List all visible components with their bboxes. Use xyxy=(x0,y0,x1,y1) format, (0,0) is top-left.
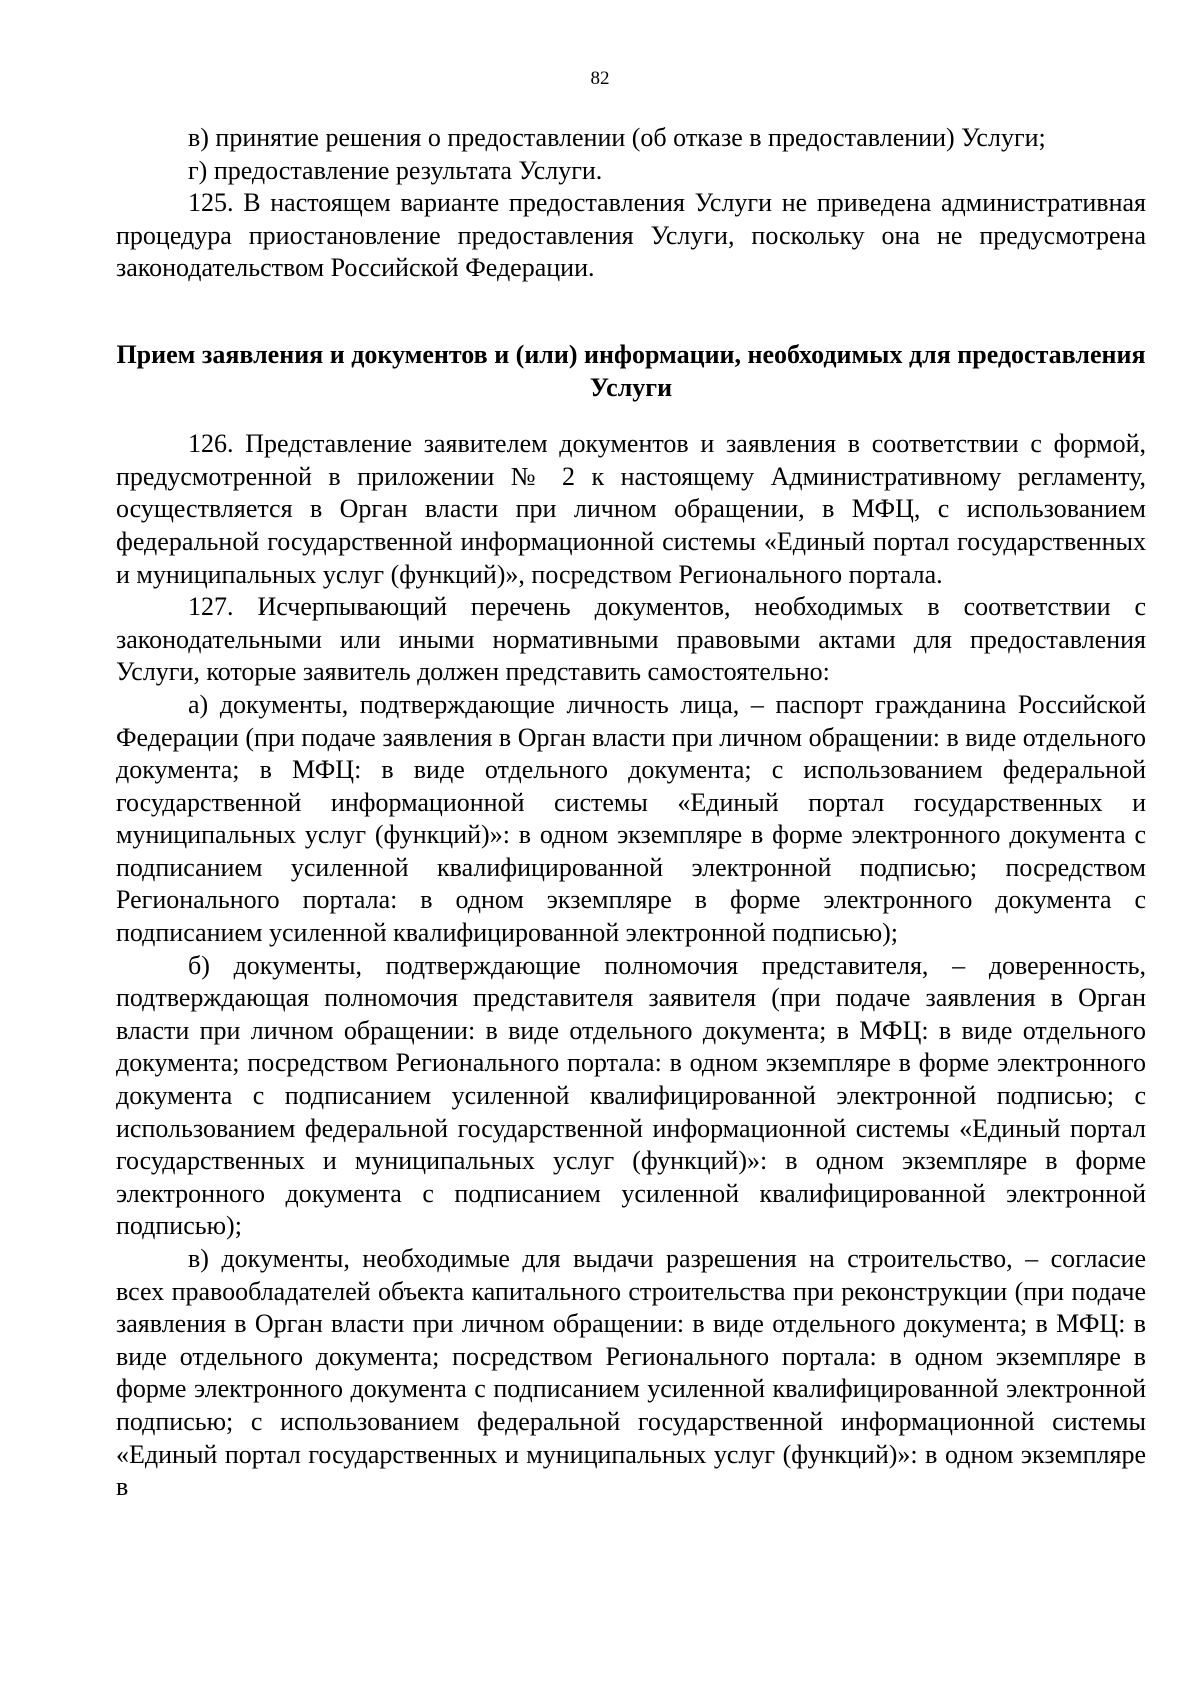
paragraph-a-identity-documents: а) документы, подтверждающие личность лица, – паспорт гражданина Российской Федерации (при подаче заявления в Орган власти при личном обращении: в виде отдельного документа; в МФЦ: в виде отдельного документа; с использованием федеральной государственной информационной системы «Единый портал государственных и муниципальных услуг (функций)»: в одном экземпляре в форме электронного документа с подписанием усиленной квалифицированной электронной подписью; посредством Регионального портала: в одном экземпляре в форме электронного документа с подписанием усиленной квалифицированной электронной подписью); xyxy=(116,689,1146,948)
paragraph-v-construction-documents: в) документы, необходимые для выдачи разрешения на строительство, – согласие всех правообладателей объекта капитального строительства при реконструкции (при подаче заявления в Орган власти при личном обращении: в виде отдельного документа; в МФЦ: в виде отдельного документа; посредством Регионального портала: в одном экземпляре в форме электронного документа с подписанием усиленной квалифицированной электронной подписью; с использованием федеральной государственной информационной системы «Единый портал государственных и муниципальных услуг (функций)»: в одном экземпляре в xyxy=(116,1244,1146,1502)
page-number: 82 xyxy=(590,68,610,89)
paragraph-125: 125. В настоящем варианте предоставления Услуги не приведена административная процедура приостановление предоставления Услуги, поскольку она не предусмотрена законодательством Российской Федерации. xyxy=(116,188,1146,283)
section-heading: Прием заявления и документов и (или) информации, необходимых для предоставления Услуги xyxy=(116,339,1146,402)
document-body xyxy=(116,122,1146,1504)
paragraph-g-result: г) предоставление результата Услуги. xyxy=(188,155,603,185)
paragraph-127: 127. Исчерпывающий перечень документов, необходимых в соответствии с законодательными или иными нормативными правовыми актами для предоставления Услуги, которые заявитель должен представить самостоятельно: xyxy=(116,592,1146,687)
paragraph-b-representative-documents: б) документы, подтверждающие полномочия представителя, – доверенность, подтверждающая полномочия представителя заявителя (при подаче заявления в Орган власти при личном обращении: в виде отдельного документа; в МФЦ: в виде отдельного документа; посредством Регионального портала: в одном экземпляре в форме электронного документа с подписанием усиленной квалифицированной электронной подписью; с использованием федеральной государственной информационной системы «Единый портал государственных и муниципальных услуг (функций)»: в одном экземпляре в форме электронного документа с подписанием усиленной квалифицированной электронной подписью); xyxy=(116,950,1146,1241)
paragraph-126: 126. Представление заявителем документов и заявления в соответствии с формой, предусмотренной в приложении № 2 к настоящему Административному регламенту, осуществляется в Орган власти при личном обращении, в МФЦ, с использованием федеральной государственной информационной системы «Единый портал государственных и муниципальных услуг (функций)», посредством Регионального портала. xyxy=(116,429,1146,589)
paragraph-v-decision: в) принятие решения о предоставлении (об отказе в предоставлении) Услуги; xyxy=(188,123,1046,152)
